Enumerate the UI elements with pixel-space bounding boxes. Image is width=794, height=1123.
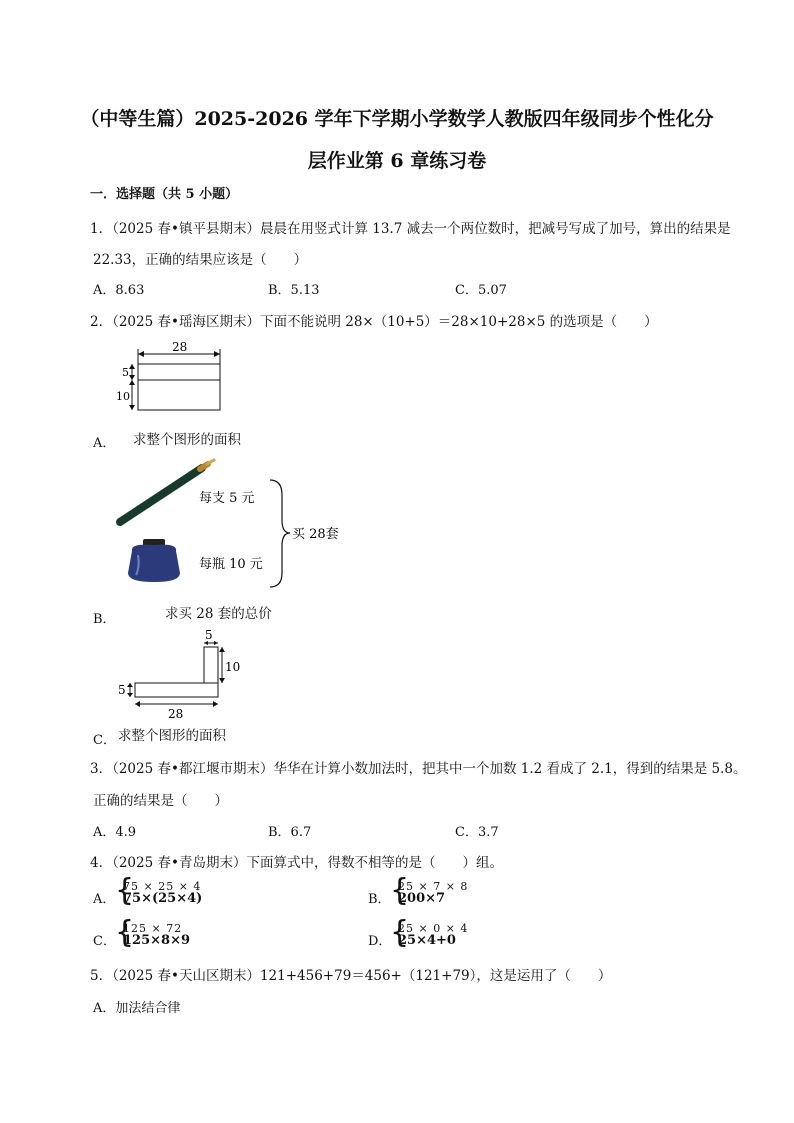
q4-c-line1: 125 × 72 bbox=[123, 922, 183, 935]
q4-text: 4．（2025 春•青岛期末）下面算式中，得数不相等的是（ ）组。 bbox=[90, 855, 503, 871]
q4-option-b-system: { 25 × 7 × 8 200×7 bbox=[390, 873, 469, 908]
ink-bottle-icon bbox=[128, 539, 180, 582]
q4-option-d-system: { 25 × 0 × 4 25×4+0 bbox=[390, 915, 469, 950]
q4-option-c-label: C． bbox=[93, 934, 116, 949]
q4-option-d-label: D． bbox=[368, 934, 392, 949]
page-title: （中等生篇）2025-2026 学年下学期小学数学人教版四年级同步个性化分 bbox=[80, 108, 714, 130]
fig-c-right-label: 10 bbox=[225, 660, 241, 674]
fig-a-h2-label: 10 bbox=[116, 390, 130, 403]
q1-option-a: A．8.63 bbox=[93, 283, 145, 298]
fig-c-bottom-label: 28 bbox=[168, 707, 184, 721]
q4-option-b-label: B． bbox=[368, 892, 391, 907]
fig-a-h1-label: 5 bbox=[122, 366, 129, 379]
q1-option-b: B．5.13 bbox=[268, 283, 320, 298]
page-title-line2: 层作业第 6 章练习卷 bbox=[307, 150, 487, 172]
q3-text-line1: 3．（2025 春•都江堰市期末）华华在计算小数加法时，把其中一个加数 1.2 看成了 2.1，得到的结果是 5.8。 bbox=[90, 761, 747, 777]
q1-option-c: C．5.07 bbox=[455, 283, 507, 298]
q2-option-c-caption: 求整个图形的面积 bbox=[118, 728, 226, 744]
q3-option-b: B．6.7 bbox=[268, 825, 312, 840]
section-heading: 一．选择题（共 5 小题） bbox=[90, 187, 239, 202]
q5-option-a: A．加法结合律 bbox=[93, 1001, 181, 1016]
q1-text-line2: 22.33，正确的结果应该是（ ） bbox=[93, 252, 308, 268]
q4-d-line2: 25×4+0 bbox=[398, 933, 456, 948]
q2-option-a-caption: 求整个图形的面积 bbox=[133, 432, 241, 448]
q4-b-line1: 25 × 7 × 8 bbox=[398, 880, 469, 893]
fig-c-top-label: 5 bbox=[205, 628, 213, 642]
q3-option-c: C．3.7 bbox=[455, 825, 499, 840]
q4-option-a-system: { 75 × 25 × 4 75×(25×4) bbox=[115, 873, 203, 908]
fig-b-ink-label: 每瓶 10 元 bbox=[199, 557, 263, 572]
q5-text: 5．（2025 春•天山区期末）121+456+79＝456+（121+79），这是运用了（ ） bbox=[90, 968, 612, 984]
q4-option-c-system: { 125 × 72 125×8×9 bbox=[115, 915, 191, 950]
fig-c-left-label: 5 bbox=[118, 683, 126, 697]
q4-b-line2: 200×7 bbox=[398, 891, 446, 906]
q2-option-c-figure bbox=[112, 627, 252, 723]
fig-b-buy-label: 买 28套 bbox=[292, 527, 339, 542]
fig-a-width-label: 28 bbox=[172, 340, 188, 354]
q2-option-b-caption: 求买 28 套的总价 bbox=[165, 606, 272, 622]
q4-a-line2: 75×(25×4) bbox=[123, 891, 203, 906]
q2-option-a-label: A． bbox=[93, 436, 116, 451]
q2-option-c-label: C． bbox=[93, 733, 116, 748]
q2-option-a-figure bbox=[112, 340, 232, 415]
q2-option-b-label: B． bbox=[93, 612, 116, 627]
q2-text: 2．（2025 春•瑶海区期末）下面不能说明 28×（10+5）＝28×10+28×5 的选项是（ ） bbox=[90, 314, 658, 330]
q4-a-line1: 75 × 25 × 4 bbox=[123, 880, 202, 893]
q2-option-b-figure bbox=[110, 455, 360, 595]
q1-text-line1: 1．（2025 春•镇平县期末）晨晨在用竖式计算 13.7 减去一个两位数时，把减号写成了加号，算出的结果是 bbox=[90, 221, 731, 237]
q4-c-line2: 125×8×9 bbox=[123, 933, 191, 948]
q4-option-a-label: A． bbox=[93, 892, 116, 907]
q3-text-line2: 正确的结果是（ ） bbox=[93, 793, 228, 809]
q4-d-line1: 25 × 0 × 4 bbox=[398, 922, 469, 935]
q3-option-a: A．4.9 bbox=[93, 825, 137, 840]
fig-b-pen-label: 每支 5 元 bbox=[199, 491, 255, 506]
